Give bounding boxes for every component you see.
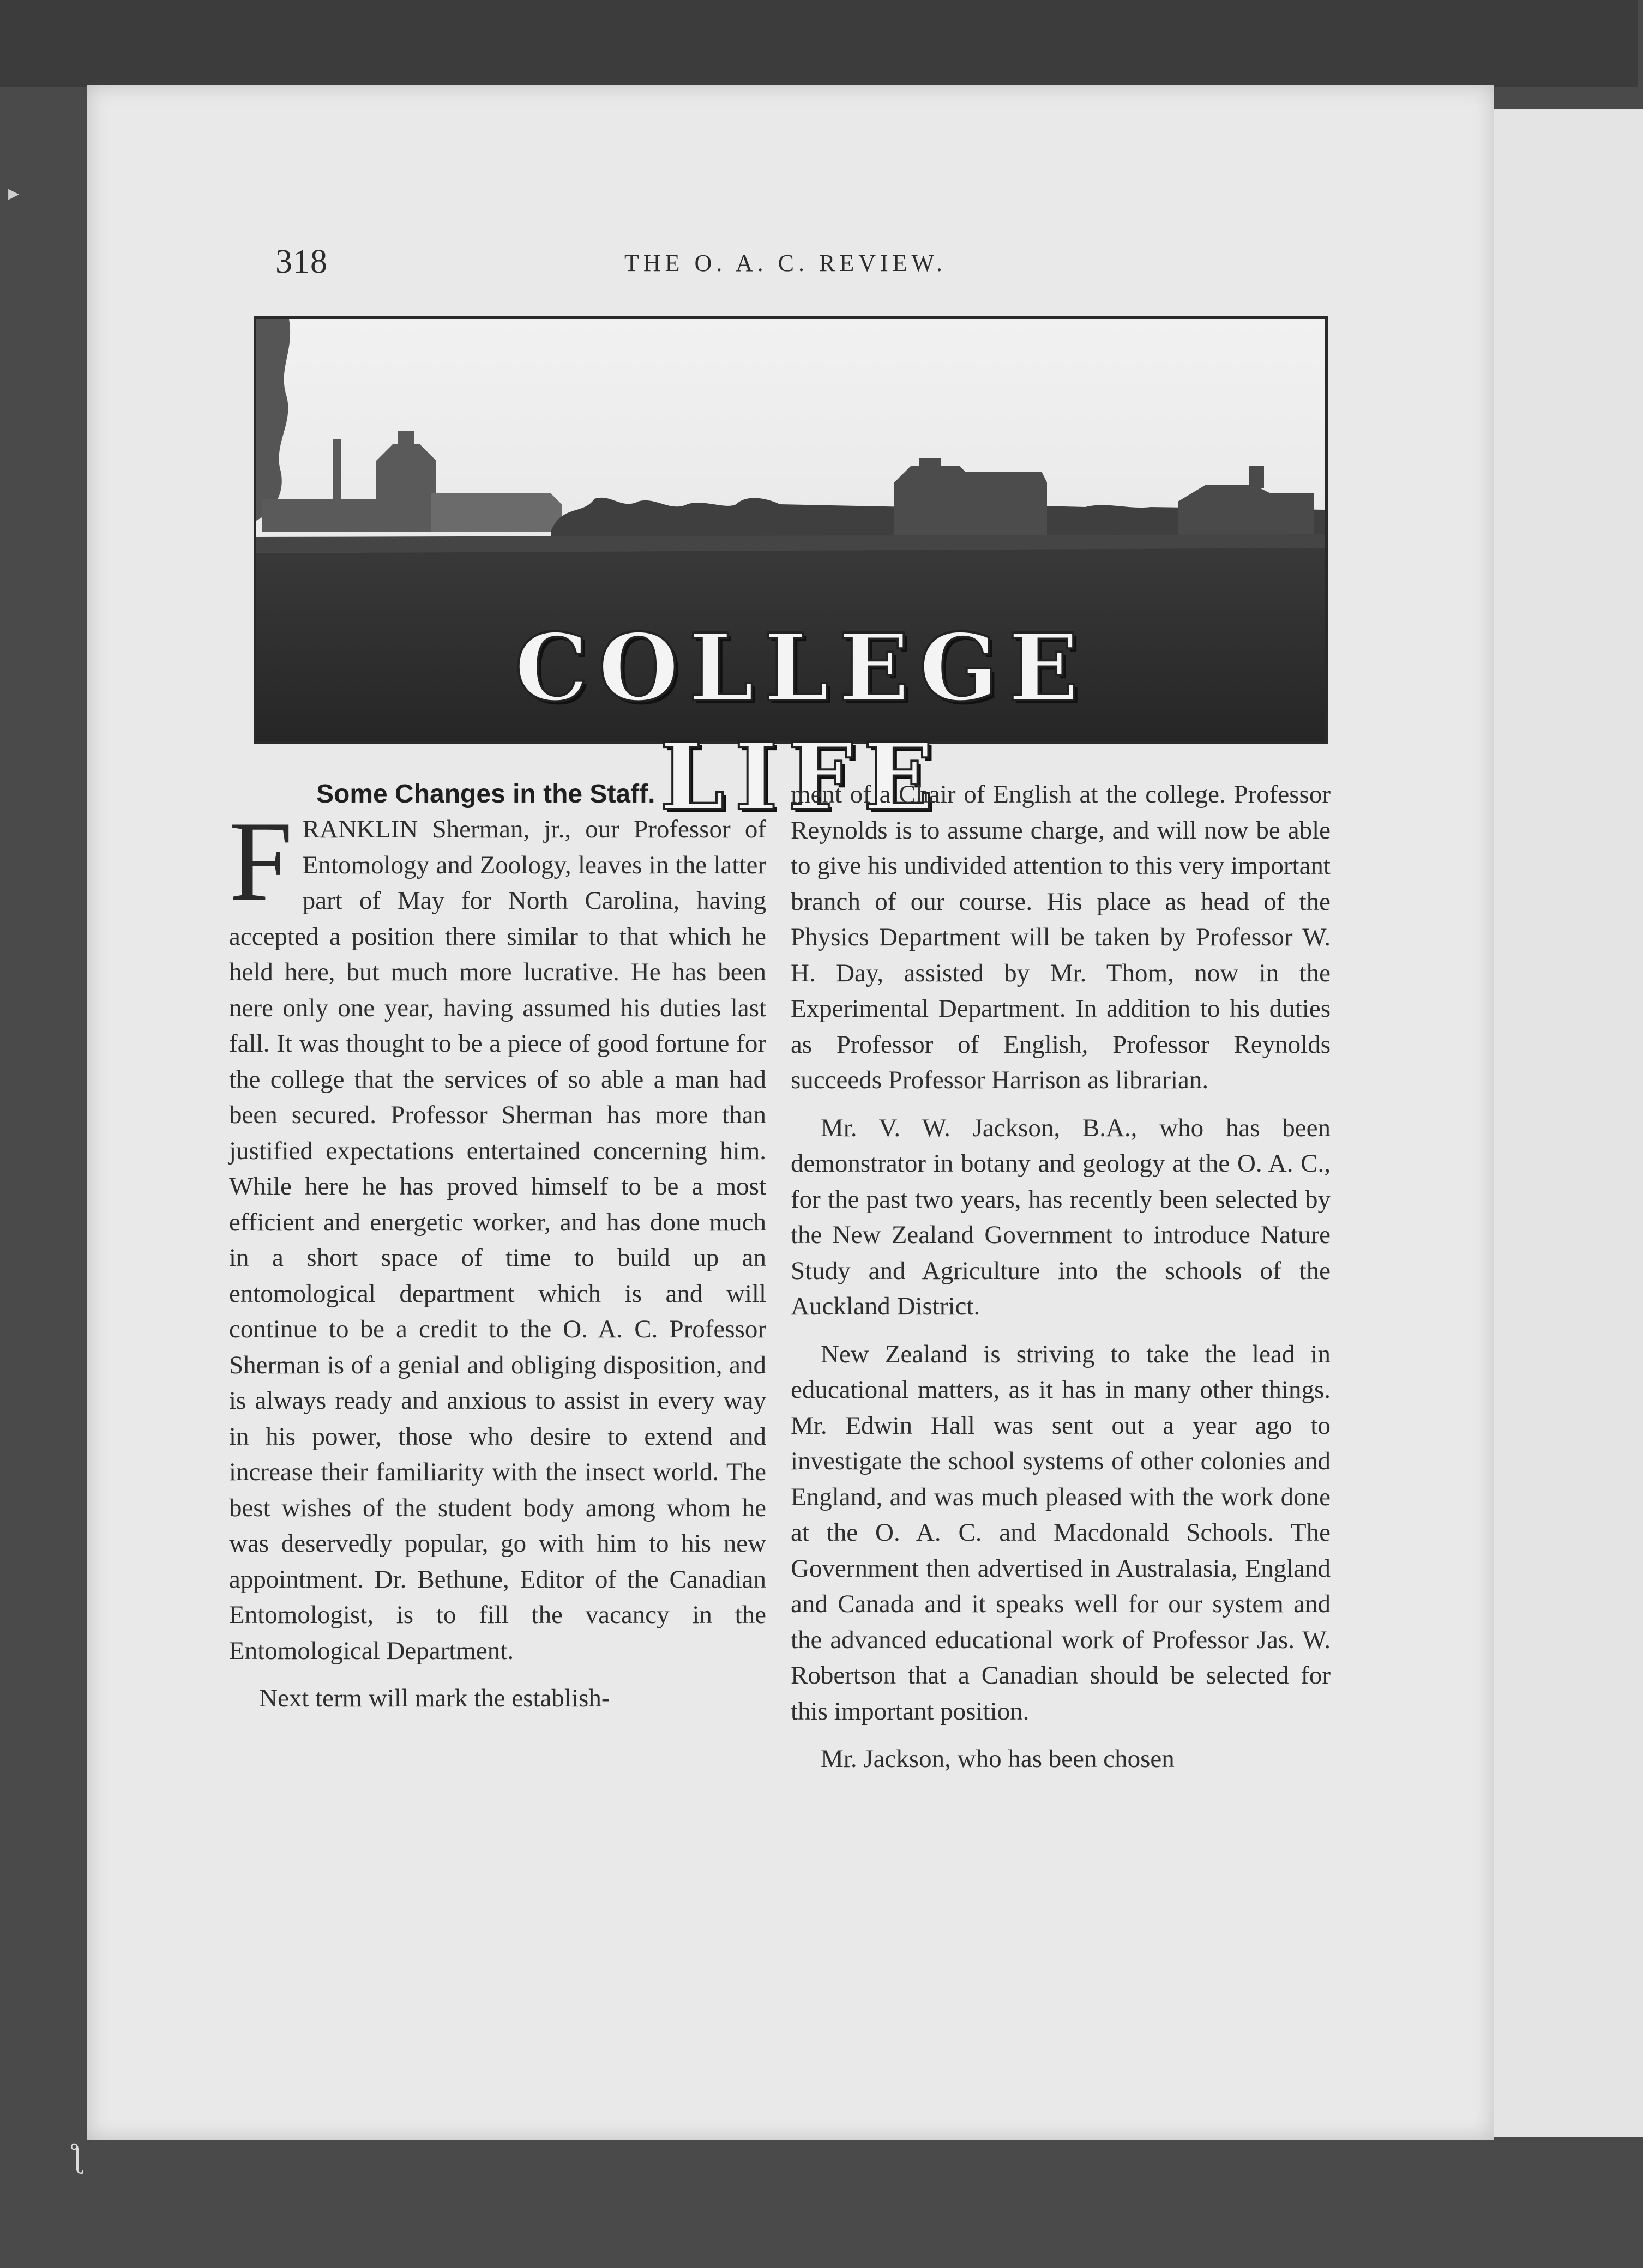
facing-page xyxy=(1483,109,1643,2137)
section-heading: Some Changes in the Staff. xyxy=(316,780,655,809)
article-paragraph: Mr. V. W. Jackson, B.A., who has been demonstrator in botany and geology at the O. A. C., for the past two years, has recently been selected by the New Zealand Government to introduce Nature Study and Agriculture into the schools of the Auckland District. xyxy=(791,1113,1331,1320)
article-paragraph: ment of a Chair of English at the college. Professor Reynolds is to assume charge, and will now be able to give his undivided attention to this very important branch of our course. His place as head of the Physics Department will be taken by Professor W. H. Day, assisted by Mr. Thom, now in the Experimental Department. In addition to his duties as Professor of English, Professor Reynolds succeeds Professor Harrison as librarian. xyxy=(791,780,1331,1094)
banner-title: COLLEGE LIFE xyxy=(514,613,1089,831)
left-column xyxy=(229,777,766,1717)
article-paragraph: FRANKLIN Sherman, jr., our Professor of Entomology and Zoology, leaves in the latter part of May for North Carolina, having accepted a position there similar to that which he held here, but much more lucrative. He has been nere only one year, having assumed his duties last fall. It was thought to be a piece of good fortune for the college that the services of so able a man had been secured. Professor Sherman has more than justified expectations entertained concerning him. While here he has proved himself to be a most efficient and energetic worker, and has done much in a short space of time to build up an entomological department which is and will continue to be a credit to the O. A. C. Professor Sherman is of a genial and obliging disposition, and is always ready and anxious to assist in every way in his power, those who desire to extend and increase their familiarity with the insect world. The best wishes of the student body among whom he was deservedly popular, go with him to his new appointment. Dr. Bethune, Editor of the Canadian Entomologist, is to fill the vacancy in the Entomological Department. xyxy=(229,798,766,1665)
journal-title: THE O. A. C. REVIEW. xyxy=(624,250,947,276)
scan-background xyxy=(0,0,1638,87)
article-paragraph: Next term will mark the establish- xyxy=(259,1684,610,1712)
article-paragraph: Mr. Jackson, who has been chosen xyxy=(821,1745,1175,1773)
scan-edge-mark: ƪ xyxy=(71,2138,82,2174)
scan-edge-mark: ▸ xyxy=(8,180,20,205)
page-header xyxy=(275,243,1344,286)
drop-cap: F xyxy=(229,798,293,925)
right-column xyxy=(791,777,1331,1777)
page-number: 318 xyxy=(275,243,328,280)
article-paragraph: New Zealand is striving to take the lead in educational matters, as it has in many other things. Mr. Edwin Hall was sent out a year ago to investigate the school systems of other colonies and England, and was much pleased with the work done at the O. A. C. and Macdonald Schools. The Government then advertised in Australasia, England and Canada and it speaks well for our system and the advanced educational work of Professor Jas. W. Robertson that a Canadian should be selected for this important position. xyxy=(791,1340,1331,1726)
